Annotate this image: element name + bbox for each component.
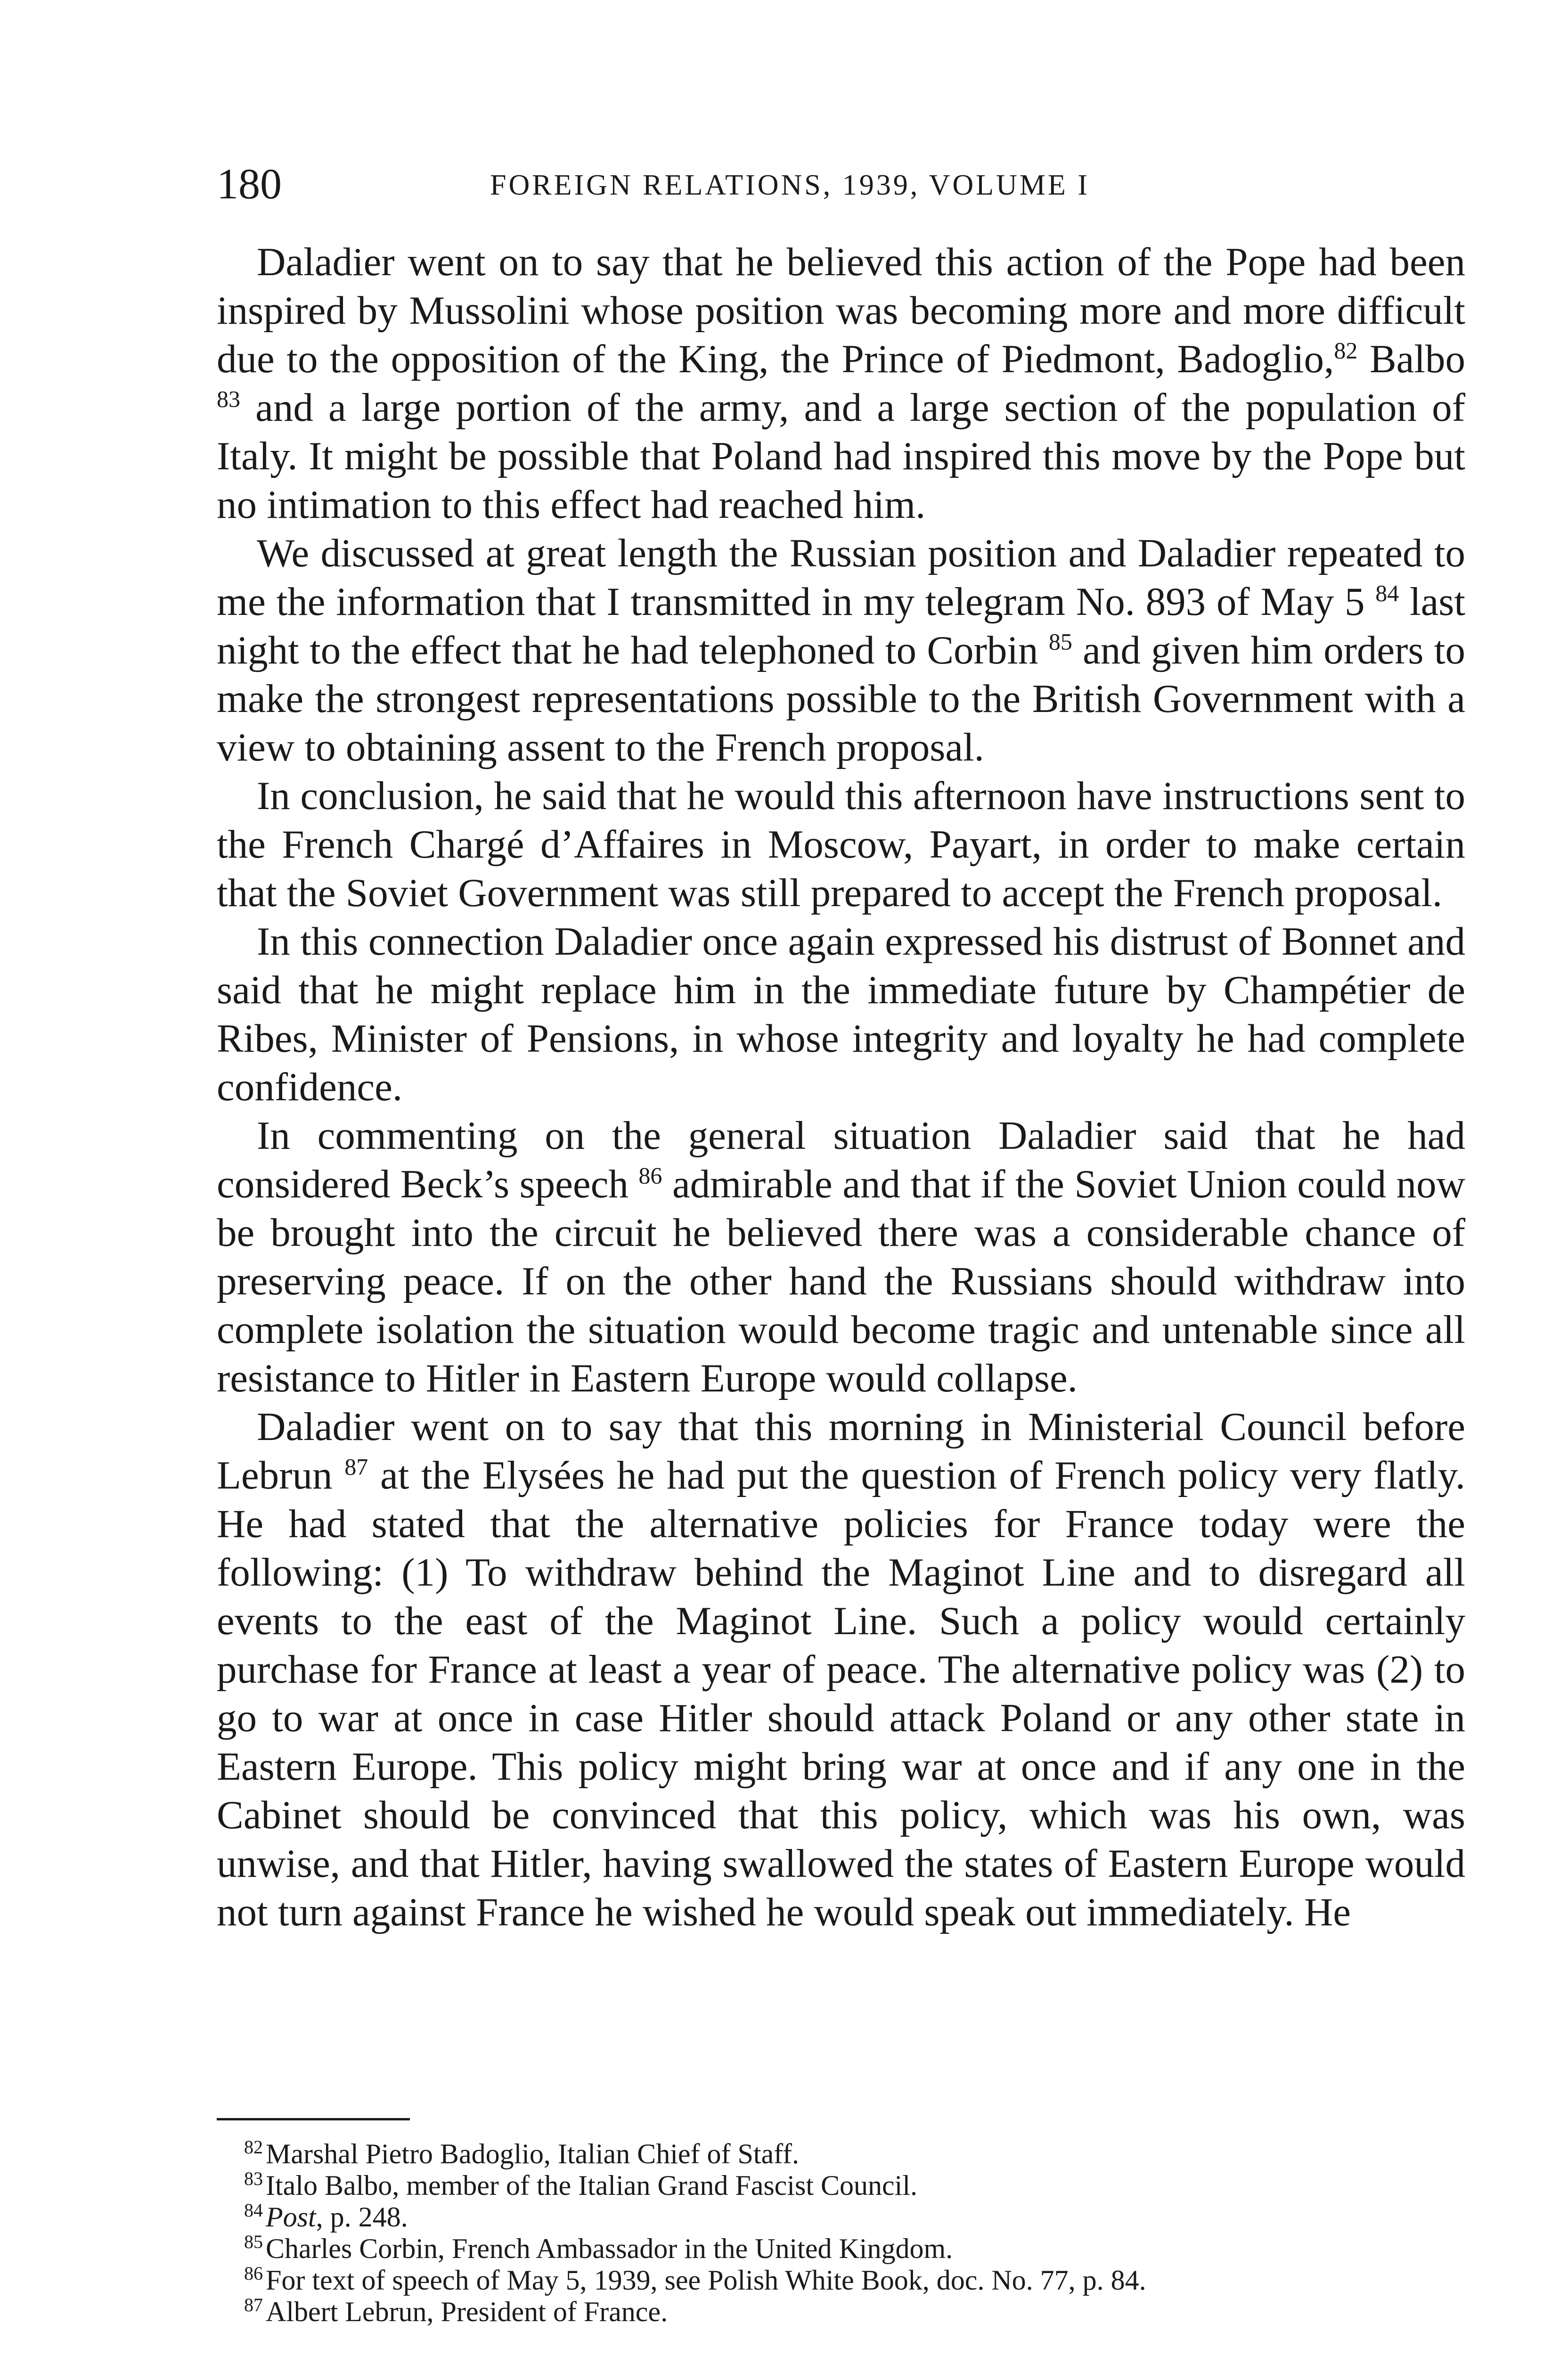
paragraph-text: Balbo (1357, 337, 1465, 381)
paragraph-text: and a large portion of the army, and a large section of the population of Italy. It might be possible that Poland had inspired this move by the Pope but no intimation to this effect had reached him. (217, 385, 1465, 527)
running-title: FOREIGN RELATIONS, 1939, VOLUME I (490, 169, 1090, 201)
paragraph-text: Daladier went on to say that this morning in Ministerial Council before Lebrun (217, 1405, 1465, 1497)
footnote-reference: 86 (638, 1162, 662, 1189)
footnote-text: Charles Corbin, French Ambassador in the United Kingdom. (266, 2233, 953, 2264)
paragraph (217, 1403, 1465, 1937)
footnote-text: Post, p. 248. (266, 2201, 408, 2233)
page-header (217, 158, 1465, 214)
page-number: 180 (217, 160, 282, 208)
paragraph-text: admirable and that if the Soviet Union could now be brought into the circuit he believed there was a considerable chance of preserving peace. If on the other hand the Russians should withdraw into complete isolation the situation would become tragic and untenable since all resistance to Hitler in Eastern Europe would collapse. (217, 1162, 1465, 1400)
footnote-number: 85 (244, 2231, 263, 2252)
footnote-text: Italo Balbo, member of the Italian Grand Fascist Council. (266, 2170, 917, 2201)
footnote-number: 84 (244, 2200, 263, 2221)
paragraph-text: last night to the effect that he had telephoned to Corbin (217, 580, 1465, 672)
paragraph-text: In conclusion, he said that he would this afternoon have instructions sent to the French Chargé d’Affaires in Moscow, Payart, in order to make certain that the Soviet Government was still prepared to accept the French proposal. (217, 774, 1465, 915)
paragraph (217, 238, 1465, 529)
paragraph (217, 772, 1465, 917)
paragraph-text: and given him orders to make the strongest representations possible to the British Government with a view to obtaining assent to the French proposal. (217, 628, 1465, 769)
paragraph-text: In commenting on the general situation Daladier said that he had considered Beck’s speech (217, 1113, 1465, 1206)
footnote-number: 82 (244, 2136, 263, 2158)
footnote-reference: 85 (1048, 628, 1072, 655)
footnotes (217, 2138, 1465, 2328)
paragraph-text: In this connection Daladier once again expressed his distrust of Bonnet and said that he might replace him in the immediate future by Champétier de Ribes, Minister of Pensions, in whose integrity and loyalty he had complete confidence. (217, 919, 1465, 1109)
footnote-reference: 87 (344, 1453, 368, 1480)
footnote-reference: 84 (1375, 580, 1399, 606)
paragraph (217, 917, 1465, 1112)
footnote-number: 83 (244, 2168, 263, 2189)
paragraph-text: Daladier went on to say that he believed this action of the Pope had been inspired by Mussolini whose position was becoming more and more difficult due to the opposition of the King, the Prince of Piedmont, Badoglio, (217, 240, 1465, 381)
footnote (217, 2170, 1465, 2201)
paragraph (217, 1112, 1465, 1403)
footnote-number: 86 (244, 2263, 263, 2284)
footnote-text: Marshal Pietro Badoglio, Italian Chief of Staff. (266, 2138, 800, 2169)
footnote-divider (217, 2118, 410, 2120)
footnote (217, 2138, 1465, 2170)
paragraph-text: We discussed at great length the Russian position and Daladier repeated to me the information that I transmitted in my telegram No. 893 of May 5 (217, 531, 1465, 624)
paragraph-text: at the Elysées he had put the question of French policy very flatly. He had stated that the alternative policies for France today were the following: (1) To withdraw behind the Maginot Line and to disregard all events to the east of the Maginot Line. Such a policy would certainly purchase for France at least a year of peace. The alternative policy was (2) to go to war at once in case Hitler should attack Poland or any other state in Eastern Europe. This policy might bring war at once and if any one in the Cabinet should be convinced that this policy, which was his own, was unwise, and that Hitler, having swallowed the states of Eastern Europe would not turn against France he wished he would speak out immediately. He (217, 1453, 1465, 1934)
paragraph (217, 529, 1465, 772)
footnote-text: Albert Lebrun, President of France. (266, 2296, 668, 2327)
footnote (217, 2296, 1465, 2328)
footnote-reference: 82 (1334, 337, 1358, 364)
footnote-reference: 83 (217, 385, 240, 412)
footnote (217, 2265, 1465, 2296)
footnote (217, 2233, 1465, 2265)
footnote (217, 2201, 1465, 2233)
footnote-italic: Post (266, 2201, 316, 2233)
main-text (217, 238, 1465, 1937)
footnote-number: 87 (244, 2294, 263, 2315)
footnote-text: For text of speech of May 5, 1939, see Polish White Book, doc. No. 77, p. 84. (266, 2265, 1146, 2296)
